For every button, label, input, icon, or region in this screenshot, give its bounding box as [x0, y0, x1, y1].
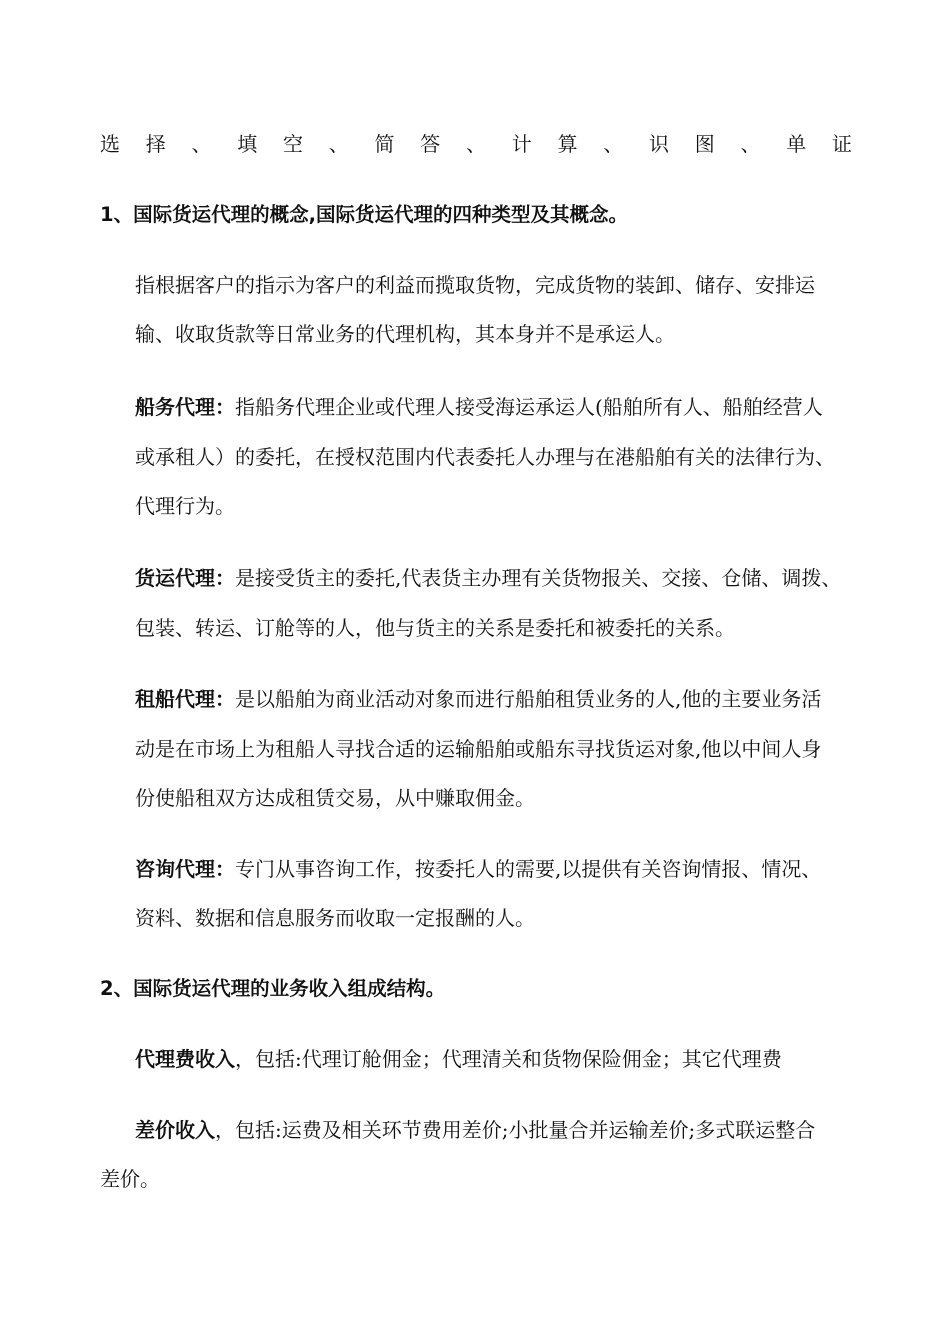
topic-char: 算 [557, 132, 578, 156]
price-difference-income-term: 差价收入 [135, 1118, 215, 1142]
definition-line: 指根据客户的指示为客户的利益而揽取货物，完成货物的装卸、储存、安排运 [135, 273, 815, 297]
consulting-agency-text: 专门从事咨询工作，按委托人的需要,以提供有关咨询情报、情况、 [235, 857, 822, 881]
section-2-heading: 2、国际货运代理的业务收入组成结构。 [100, 977, 446, 1000]
consulting-agency-paragraph-line [135, 857, 821, 881]
price-difference-income-text: 差价。 [100, 1167, 160, 1191]
consulting-agency-text: 资料、数据和信息服务而收取一定报酬的人。 [135, 906, 535, 930]
ship-agency-paragraph-line [135, 395, 823, 419]
topic-char: 答 [420, 132, 441, 156]
topic-char: 识 [649, 132, 669, 156]
charter-agency-text: 份使船租双方达成租赁交易，从中赚取佣金。 [135, 786, 535, 810]
topic-char: 、 [740, 132, 761, 156]
agency-fee-income-term: 代理费收入 [135, 1047, 235, 1071]
topic-char: 单 [786, 132, 807, 156]
ship-agency-text: 指船务代理企业或代理人接受海运承运人(船舶所有人、船舶经营人 [235, 395, 823, 419]
topic-char: 简 [374, 132, 395, 156]
topic-char: 择 [145, 132, 166, 156]
consulting-agency-term: 咨询代理： [135, 857, 235, 881]
topic-char: 、 [191, 132, 212, 156]
topic-char: 、 [328, 132, 349, 156]
agency-fee-income-text: ，包括:代理订舱佣金；代理清关和货物保险佣金；其它代理费 [235, 1047, 782, 1071]
topic-char: 空 [283, 132, 303, 156]
freight-agency-paragraph-line [135, 566, 841, 590]
ship-agency-term: 船务代理： [135, 395, 235, 419]
section-1-heading: 1、国际货运代理的概念,国际货运代理的四种类型及其概念。 [100, 203, 628, 226]
charter-agency-text: 动是在市场上为租船人寻找合适的运输船舶或船东寻找货运对象,他以中间人身 [135, 737, 822, 761]
ship-agency-text: 或承租人）的委托，在授权范围内代表委托人办理与在港船舶有关的法律行为、 [135, 445, 835, 469]
charter-agency-paragraph-line [135, 687, 821, 711]
charter-agency-term: 租船代理： [135, 687, 235, 711]
topic-char: 、 [466, 132, 486, 156]
question-types-line [100, 132, 852, 156]
definition-line: 输、收取货款等日常业务的代理机构，其本身并不是承运人。 [135, 322, 675, 346]
freight-agency-term: 货运代理： [135, 566, 235, 590]
topic-char: 图 [694, 132, 715, 156]
freight-agency-text: 是接受货主的委托,代表货主办理有关货物报关、交接、仓储、调拨、 [235, 566, 842, 590]
topic-char: 证 [832, 132, 852, 156]
ship-agency-text: 代理行为。 [135, 494, 235, 518]
topic-char: 、 [603, 132, 624, 156]
freight-agency-text: 包装、转运、订舱等的人，他与货主的关系是委托和被委托的关系。 [135, 616, 735, 640]
agency-fee-income-line [135, 1047, 782, 1071]
price-difference-income-text: ，包括:运费及相关环节费用差价;小批量合并运输差价;多式联运整合 [215, 1118, 816, 1142]
topic-char: 选 [100, 132, 120, 156]
topic-char: 填 [237, 132, 258, 156]
price-difference-income-line [135, 1118, 815, 1142]
charter-agency-text: 是以船舶为商业活动对象而进行船舶租赁业务的人,他的主要业务活 [235, 687, 822, 711]
topic-char: 计 [511, 132, 532, 156]
